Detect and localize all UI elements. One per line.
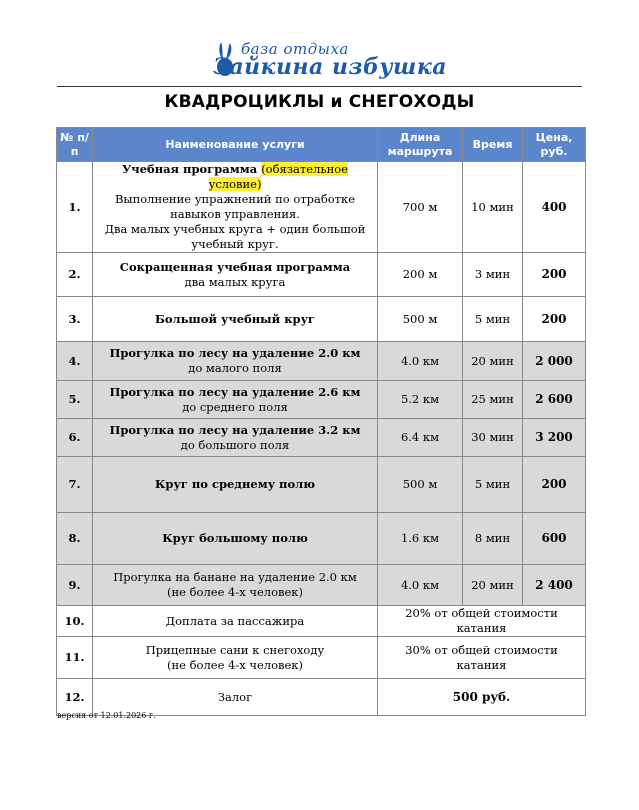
row-service (93, 253, 378, 297)
row-length: 4.0 км (378, 342, 463, 381)
row-service-line: Доплата за пассажира (165, 613, 305, 628)
row-price: 400 (523, 162, 586, 253)
row-time: 20 мин (463, 342, 523, 381)
row-merged-value: 500 руб. (378, 679, 586, 716)
row-service-line: Прицепные сани к снегоходу (145, 642, 325, 657)
row-service-line: (не более 4-х человек) (167, 585, 303, 599)
row-time: 5 мин (463, 297, 523, 342)
row-price: 2 600 (523, 381, 586, 419)
table-row (57, 565, 586, 606)
page-title: КВАДРОЦИКЛЫ и СНЕГОХОДЫ (164, 92, 475, 112)
row-length: 500 м (378, 457, 463, 513)
version-note: версия от 12.01.2026 г. (57, 711, 156, 720)
row-length: 700 м (378, 162, 463, 253)
table-header-row (57, 128, 586, 162)
table-row (57, 457, 586, 513)
row-length: 500 м (378, 297, 463, 342)
row-length: 5.2 км (378, 381, 463, 419)
row-num: 11. (57, 637, 93, 679)
row-service (93, 342, 378, 381)
table-row (57, 381, 586, 419)
row-service (93, 457, 378, 513)
row-service-line: до большого поля (180, 437, 290, 452)
row-service-title: Прогулка по лесу на удаление 2.0 км (109, 346, 361, 360)
row-price: 2 400 (523, 565, 586, 606)
table-row (57, 253, 586, 297)
row-num: 7. (57, 457, 93, 513)
row-service (93, 297, 378, 342)
table-row (57, 606, 586, 637)
logo-subtitle: база отдыха (241, 40, 349, 58)
required-highlight: (обязательное условие) (208, 162, 349, 191)
row-service-line: Залог (217, 689, 253, 704)
row-merged-value: 30% от общей стоимости катания (378, 637, 586, 679)
row-service (93, 565, 378, 606)
row-price: 3 200 (523, 419, 586, 457)
row-service-title: Круг большому полю (162, 531, 308, 545)
row-num: 4. (57, 342, 93, 381)
row-time: 5 мин (463, 457, 523, 513)
row-service-line: Выполнение упражнений по отработке (114, 192, 356, 206)
row-service-title: Сокращенная учебная программа (119, 259, 351, 274)
row-service-title: Большой учебный круг (155, 311, 315, 326)
row-price: 600 (523, 513, 586, 565)
row-length: 1.6 км (378, 513, 463, 565)
row-service-title: Прогулка по лесу на удаление 3.2 км (109, 422, 361, 437)
table-row (57, 297, 586, 342)
row-service-line: Прогулка на банане на удаление 2.0 км (113, 570, 357, 584)
row-service-line: учебный круг. (191, 237, 279, 251)
header-rule (57, 86, 582, 87)
logo (0, 38, 639, 82)
row-service-title: Прогулка по лесу на удаление 2.6 км (109, 384, 361, 399)
row-price: 200 (523, 253, 586, 297)
row-service (93, 637, 378, 679)
row-service (93, 419, 378, 457)
header-price: Цена, руб. (523, 128, 586, 162)
row-price: 200 (523, 297, 586, 342)
row-time: 25 мин (463, 381, 523, 419)
table-row (57, 637, 586, 679)
table-row (57, 679, 586, 716)
row-service-line: два малых круга (184, 274, 286, 289)
table-row (57, 162, 586, 253)
row-num: 5. (57, 381, 93, 419)
row-price: 2 000 (523, 342, 586, 381)
row-service-line: (не более 4-х человек) (167, 657, 303, 672)
row-service-line: Два малых учебных круга + один большой (104, 222, 366, 236)
header-time: Время (463, 128, 523, 162)
row-time: 20 мин (463, 565, 523, 606)
row-service (93, 513, 378, 565)
row-num: 10. (57, 606, 93, 637)
price-table (56, 127, 586, 716)
row-num: 8. (57, 513, 93, 565)
table-row (57, 342, 586, 381)
row-service-title: Круг по среднему полю (154, 477, 316, 491)
row-service-title (96, 162, 374, 192)
row-length: 4.0 км (378, 565, 463, 606)
row-service (93, 679, 378, 716)
row-num: 12. (57, 679, 93, 716)
row-service (93, 381, 378, 419)
row-merged-value: 20% от общей стоимости катания (378, 606, 586, 637)
row-time: 3 мин (463, 253, 523, 297)
row-service-line: до малого поля (188, 361, 282, 375)
header-num: № п/п (57, 128, 93, 162)
row-time: 30 мин (463, 419, 523, 457)
row-time: 8 мин (463, 513, 523, 565)
row-service (93, 162, 378, 253)
row-title-text: Учебная программа (121, 162, 258, 176)
row-num: 2. (57, 253, 93, 297)
row-service-line: навыков управления. (170, 207, 300, 221)
row-length: 6.4 км (378, 419, 463, 457)
row-length: 200 м (378, 253, 463, 297)
table-row (57, 513, 586, 565)
header-length: Длина маршрута (378, 128, 463, 162)
row-service (93, 606, 378, 637)
row-num: 1. (57, 162, 93, 253)
table-row (57, 419, 586, 457)
row-num: 6. (57, 419, 93, 457)
row-service-line: до среднего поля (182, 399, 288, 414)
logo-name: Зайкина избушка (213, 54, 447, 80)
row-num: 9. (57, 565, 93, 606)
header-service: Наименование услуги (93, 128, 378, 162)
row-price: 200 (523, 457, 586, 513)
row-time: 10 мин (463, 162, 523, 253)
row-num: 3. (57, 297, 93, 342)
